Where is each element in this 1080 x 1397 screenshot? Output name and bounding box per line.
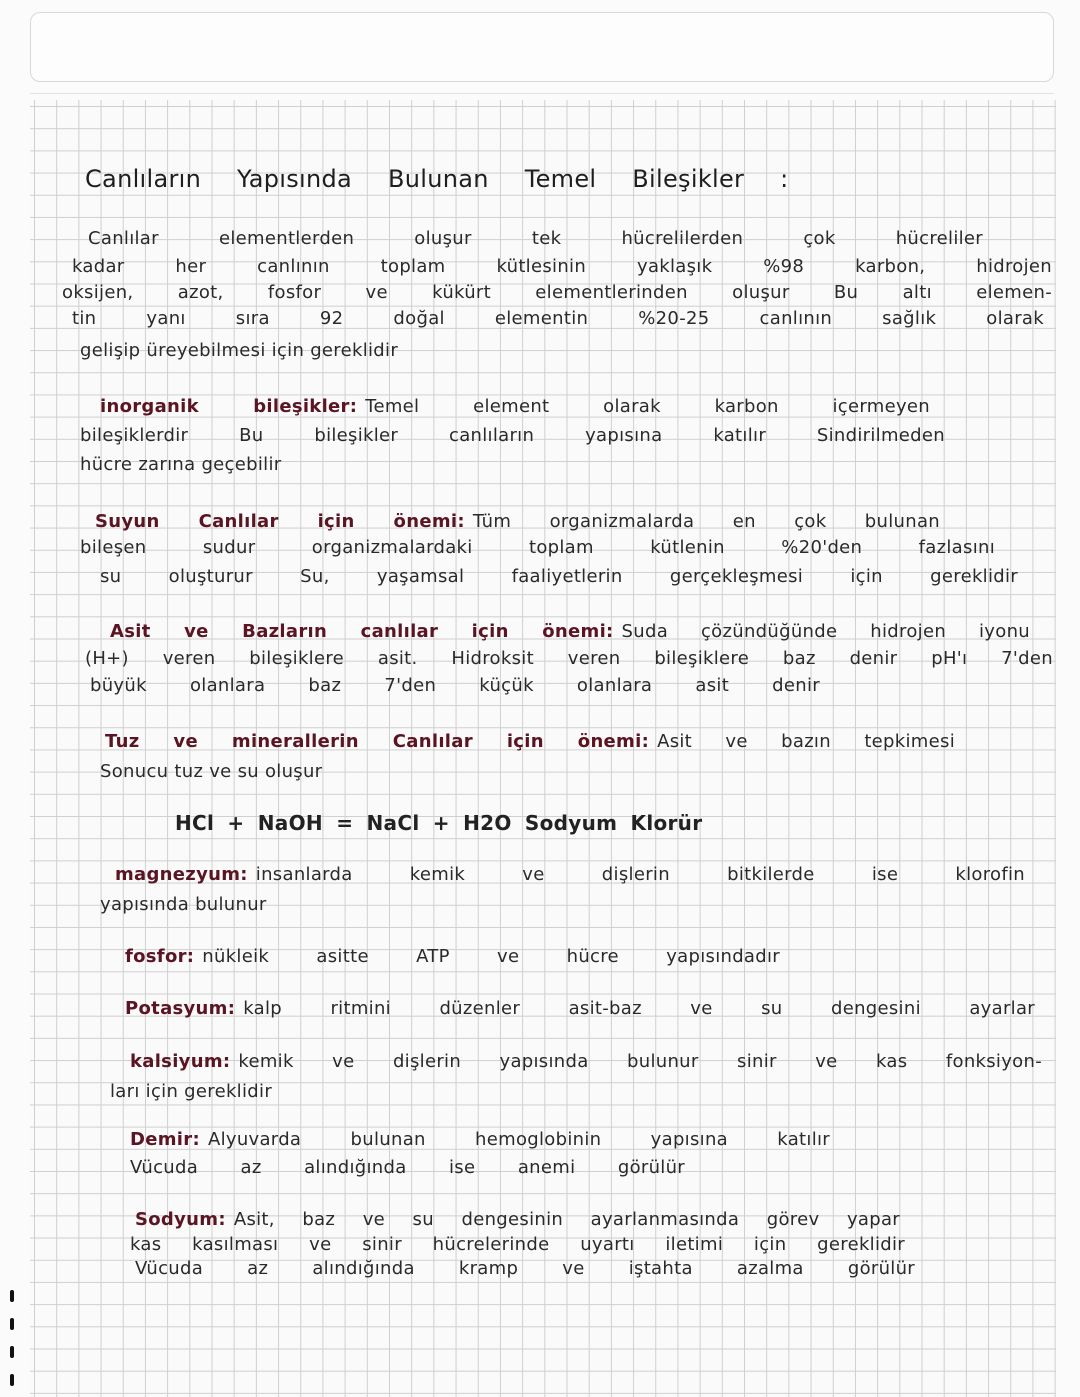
section-tuz <box>105 731 955 753</box>
section-text: insanlarda kemik ve dişlerin bitkilerde ise klorofin <box>255 864 1025 885</box>
section-text: kemik ve dişlerin yapısında bulunur sinir ve kas fonksiyon- <box>238 1051 1042 1072</box>
section-text: nükleik asitte ATP ve hücre yapısındadır <box>202 946 780 967</box>
section-suyun <box>95 511 940 533</box>
section-heading: Asit ve Bazların canlılar için önemi: <box>110 621 614 642</box>
section-text: ları için gereklidir <box>110 1081 273 1102</box>
section-text: Vücuda az alındığında ise anemi görülür <box>130 1157 685 1178</box>
section-heading: Sodyum: <box>135 1209 226 1230</box>
intro-line: kadar her canlının toplam kütlesinin yaklaşık %98 karbon, hidrojen <box>72 256 1052 277</box>
binder-mark <box>10 1318 14 1330</box>
section-text: (H+) veren bileşiklere asit. Hidroksit veren bileşiklere baz denir pH'ı 7'den <box>85 648 1053 669</box>
intro-line: gelişip üreyebilmesi için gereklidir <box>80 340 399 361</box>
section-text: kas kasılması ve sinir hücrelerinde uyartı iletimi için gereklidir <box>130 1234 905 1255</box>
section-heading: kalsiyum: <box>130 1051 231 1072</box>
section-demir <box>130 1129 830 1151</box>
section-text: Asit ve bazın tepkimesi <box>657 731 955 752</box>
section-heading: Potasyum: <box>125 998 236 1019</box>
section-text: Temel element olarak karbon içermeyen <box>365 396 930 417</box>
section-text: büyük olanlara baz 7'den küçük olanlara asit denir <box>90 675 820 696</box>
section-fosfor <box>125 946 780 968</box>
section-text: su oluşturur Su, yaşamsal faaliyetlerin gerçekleşmesi için gereklidir <box>100 566 1018 587</box>
binder-mark <box>10 1374 14 1386</box>
binder-mark <box>10 1346 14 1358</box>
section-text: bileşiklerdir Bu bileşikler canlıların yapısına katılır Sindirilmeden <box>80 425 945 446</box>
section-text: Sonucu tuz ve su oluşur <box>100 761 323 782</box>
divider <box>30 93 1054 94</box>
section-text: Suda çözündüğünde hidrojen iyonu <box>621 621 1030 642</box>
section-heading: inorganik bileşikler: <box>100 396 358 417</box>
chemical-equation: HCl + NaOH = NaCl + H2O Sodyum Klorür <box>175 811 703 835</box>
binder-mark <box>10 1290 14 1302</box>
section-asit-baz <box>110 621 1030 643</box>
page-title: Canlıların Yapısında Bulunan Temel Bileşikler : <box>85 165 789 193</box>
section-text: yapısında bulunur <box>100 894 267 915</box>
section-text: Vücuda az alındığında kramp ve iştahta azalma görülür <box>135 1258 915 1279</box>
section-heading: Tuz ve minerallerin Canlılar için önemi: <box>105 731 650 752</box>
section-heading: Suyun Canlılar için önemi: <box>95 511 465 532</box>
section-heading: fosfor: <box>125 946 195 967</box>
section-text: Alyuvarda bulunan hemoglobinin yapısına katılır <box>207 1129 830 1150</box>
section-inorganik <box>100 396 930 418</box>
section-text: Asit, baz ve su dengesinin ayarlanmasında görev yapar <box>233 1209 900 1230</box>
section-heading: magnezyum: <box>115 864 248 885</box>
section-kalsiyum <box>130 1051 1042 1073</box>
intro-line: tin yanı sıra 92 doğal elementin %20-25 canlının sağlık olarak <box>72 308 1044 329</box>
section-text: kalp ritmini düzenler asit-baz ve su dengesini ayarlar <box>243 998 1035 1019</box>
section-potasyum <box>125 998 1035 1020</box>
top-banner <box>30 12 1054 82</box>
section-text: Tüm organizmalarda en çok bulunan <box>472 511 940 532</box>
section-text: bileşen sudur organizmalardaki toplam kütlenin %20'den fazlasını <box>80 537 995 558</box>
section-magnezyum <box>115 864 1025 886</box>
section-sodyum <box>135 1209 900 1231</box>
section-heading: Demir: <box>130 1129 200 1150</box>
section-text: hücre zarına geçebilir <box>80 454 282 475</box>
intro-line: oksijen, azot, fosfor ve kükürt elementlerinden oluşur Bu altı elemen- <box>62 282 1052 303</box>
intro-line: Canlılar elementlerden oluşur tek hücrelilerden çok hücreliler <box>88 228 983 249</box>
